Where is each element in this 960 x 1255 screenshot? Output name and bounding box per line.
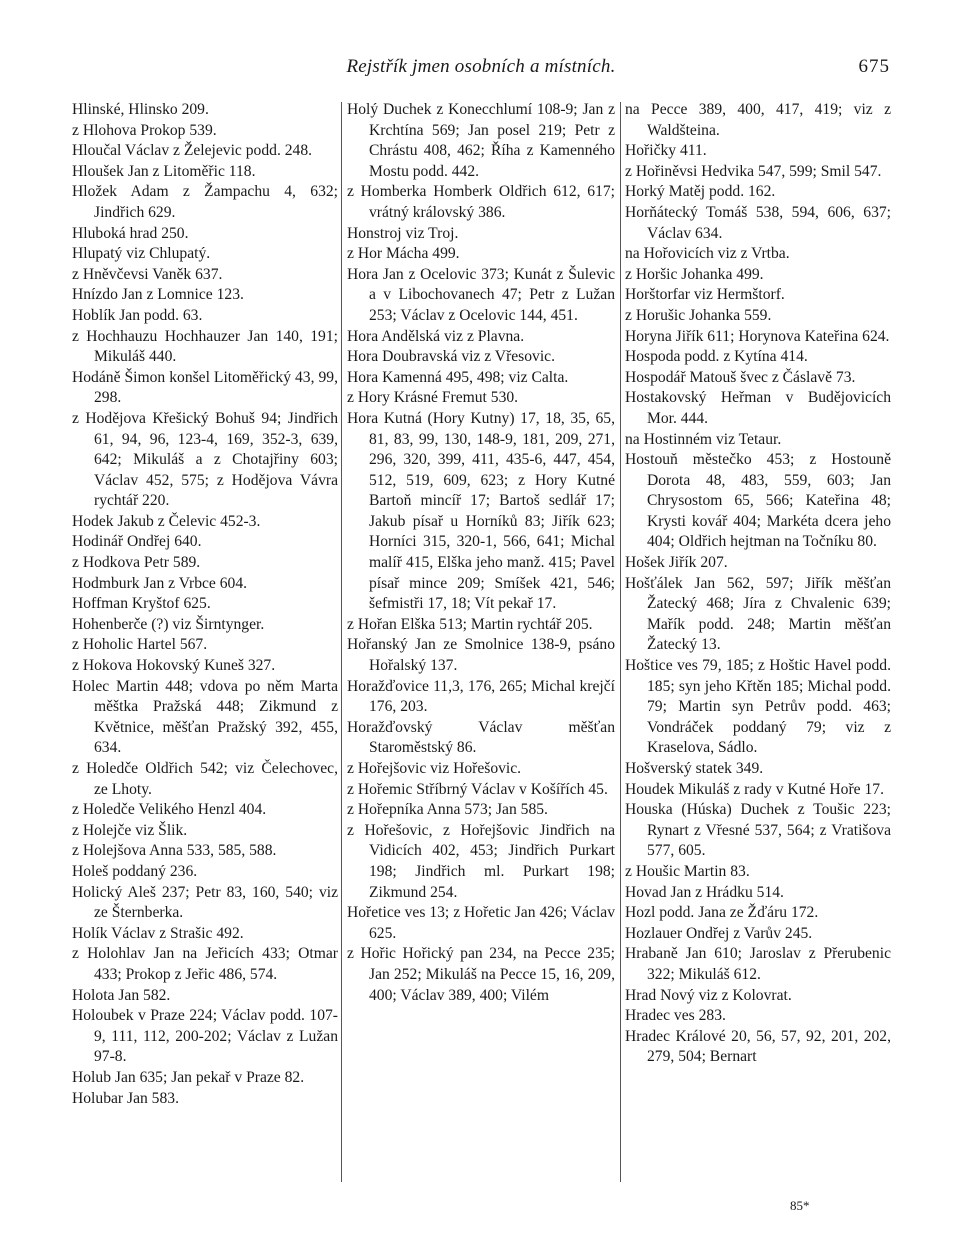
index-column-2 <box>347 100 615 1006</box>
index-entry: Hrabaně Jan 610; Jaroslav z Přerubenic 322; Mikuláš 612. <box>625 945 891 983</box>
page-header <box>72 56 890 86</box>
index-entry: z Hodějova Křešický Bohuš 94; Jindřich 61, 94, 96, 123-4, 169, 352-3, 639, 642; Mikuláš a z Chotajřiny 603; Václav 452, 575; z Hodějova Vávra rychtář 220. <box>72 409 338 510</box>
index-column-1 <box>72 100 338 1109</box>
index-entry: Hradec Králové 20, 56, 57, 92, 201, 202, 279, 504; Bernart <box>625 1027 891 1066</box>
index-entry: Holubar Jan 583. <box>72 1089 179 1107</box>
index-entry: Hostouň městečko 453; z Hostouně Dorota 48, 483, 559, 603; Jan Chrysostom 65, 566; Kateřina 48; Krysti kovář 404; Markéta dcera jeho 404; Oldřich hejtman na Točníku 80. <box>625 451 891 551</box>
index-entry: z Holejšova Anna 533, 585, 588. <box>72 842 277 860</box>
index-entry: Hošek Jiřík 207. <box>625 554 728 572</box>
index-entry: z Hořejšovic viz Hořešovic. <box>347 760 522 777</box>
index-entry: Hloušek Jan z Litoměřic 118. <box>72 162 256 180</box>
index-entry: Hora Kamenná 495, 498; viz Calta. <box>347 368 569 386</box>
index-entry: Horažďovský Václav měšťan Staroměstský 86. <box>347 718 615 757</box>
index-entry: z Hory Krásné Fremut 530. <box>347 389 519 407</box>
index-entry: Holeš poddaný 236. <box>72 862 198 880</box>
index-entry: Hořičky 411. <box>625 142 707 160</box>
index-entry: Holý Duchek z Konecchlumí 108-9; Jan z Krchtína 569; Jan posel 219; Petr z Chrástu 408, 462; Říha z Kamenného Mostu podd. 442. <box>347 101 615 180</box>
index-entry: Honstroj viz Troj. <box>347 224 459 242</box>
index-entry: z Horušic Johanka 559. <box>625 306 772 324</box>
index-entry: Hořetice ves 13; z Hořetic Jan 426; Václav 625. <box>347 904 615 942</box>
index-entry: z Hoholic Hartel 567. <box>72 636 208 654</box>
column-divider <box>620 102 621 1182</box>
index-entry: z Holedče Oldřich 542; viz Čelechovec, ze Lhoty. <box>72 760 338 798</box>
index-entry: z Horšic Johanka 499. <box>625 265 764 283</box>
index-entry: z Holedče Velikého Henzl 404. <box>72 801 267 819</box>
index-entry: Horňátecký Tomáš 538, 594, 606, 637; Václav 634. <box>625 203 891 242</box>
index-entry: Holota Jan 582. <box>72 986 171 1004</box>
index-entry: z Holohlav Jan na Jeřicích 433; Otmar 433; Prokop z Jeřic 486, 574. <box>72 945 338 983</box>
index-entry: z Hokova Hokovský Kuneš 327. <box>72 657 276 675</box>
index-entry: Hora Kutná (Hory Kutny) 17, 18, 35, 65, 81, 83, 99, 130, 148-9, 181, 209, 271, 296, 320, 399, 411, 435-6, 447, 454, 512, 519, 609, 623; z Hory Kutné Bartoň mincíř 17; Bartoš sedlář 17; Jakub písař u Horníků 83; Jiřík 623; Horníci 315, 320-1, 566, 641; Michal malíř 415, Elška jeho manž. 415; Pavel písař mince 209; Smíšek 421, 546; šefmistři 17, 18; Vít pekař 17. <box>347 409 615 613</box>
index-entry: Hozl podd. Jana ze Žďáru 172. <box>625 904 819 922</box>
page-number: 675 <box>858 56 890 77</box>
index-entry: Holub Jan 635; Jan pekař v Praze 82. <box>72 1068 305 1086</box>
index-entry: Hoffman Kryštof 625. <box>72 595 211 613</box>
index-entry: z Hořic Hořický pan 234, na Pecce 235; Jan 252; Mikuláš na Pecce 15, 16, 209, 400; Václav 389, 400; Vilém <box>347 945 615 1004</box>
index-entry: Hodinář Ondřej 640. <box>72 533 202 551</box>
index-entry: Hošťálek Jan 562, 597; Jiřík měšťan Žatecký 468; Jíra z Chvalenic 639; Mařík podd. 248; Martin měšťan Žatecký 13. <box>625 574 891 654</box>
index-entry: Houdek Mikuláš z rady v Kutné Hoře 17. <box>625 780 884 798</box>
index-column-3 <box>625 100 891 1068</box>
index-entry: Hoštice ves 79, 185; z Hoštic Havel podd. 185; syn jeho Křtěn 185; Michal podd. 79; Martin syn Petrův podd. 463; Vondráček poddaný 79; viz z Kraselova, Sádlo. <box>625 657 891 757</box>
index-entry: z Houšic Martin 83. <box>625 862 750 880</box>
index-entry: z Holejče viz Šlik. <box>72 821 188 839</box>
index-entry: Hloučal Václav z Želejevic podd. 248. <box>72 142 313 160</box>
index-entry: Hovad Jan z Hrádku 514. <box>625 883 784 901</box>
index-entry: z Hořepníka Anna 573; Jan 585. <box>347 801 548 819</box>
index-entry: Hlupatý viz Chlupatý. <box>72 245 211 263</box>
column-divider <box>341 102 342 1182</box>
index-entry: Holický Aleš 237; Petr 83, 160, 540; viz ze Šternberka. <box>72 883 338 922</box>
index-entry: z Hořan Elška 513; Martin rychtář 205. <box>347 615 593 633</box>
index-entry: Horyna Jiřík 611; Horynova Kateřina 624. <box>625 327 890 345</box>
index-entry: z Hořešovic, z Hořejšovic Jindřich na Vidicích 402, 453; Jindřich Purkart 198; Jindřich ml. Purkart 198; Zikmund 254. <box>347 821 615 901</box>
index-entry: Hnízdo Jan z Lomnice 123. <box>72 286 244 304</box>
index-entry: Hrad Nový viz z Kolovrat. <box>625 986 792 1004</box>
index-entry: Hoblík Jan podd. 63. <box>72 306 203 324</box>
index-entry: z Hněvčevsi Vaněk 637. <box>72 265 223 283</box>
index-entry: Hospoda podd. z Kytína 414. <box>625 348 808 366</box>
index-entry: na Hořovicích viz z Vrtba. <box>625 245 790 263</box>
running-title: Rejstřík jmen osobních a místních. <box>346 56 616 77</box>
index-entry: Hospodář Matouš švec z Čáslavě 73. <box>625 368 856 386</box>
index-entry: Hozlauer Ondřej z Varův 245. <box>625 924 813 942</box>
index-entry: Horštorfar viz Hermštorf. <box>625 286 785 304</box>
index-entry: z Hochhauzu Hochhauzer Jan 140, 191; Mikuláš 440. <box>72 327 338 366</box>
index-entry: Hostakovský Heřman v Budějovicích Mor. 444. <box>625 389 891 427</box>
index-entry: Hodek Jakub z Čelevic 452-3. <box>72 512 261 530</box>
index-entry: Holec Martin 448; vdova po něm Marta měštka Pražská 448; Zikmund z Květnice, měšťan Pražský 392, 455, 634. <box>72 677 338 757</box>
index-entry: Hora Andělská viz z Plavna. <box>347 327 525 345</box>
index-entry: Hlinské, Hlinsko 209. <box>72 101 209 118</box>
index-entry: Hložek Adam z Žampachu 4, 632; Jindřich 629. <box>72 183 338 221</box>
index-entry: z Homberka Homberk Oldřich 612, 617; vrátný královský 386. <box>347 183 615 221</box>
index-entry: Holík Václav z Strašic 492. <box>72 924 244 942</box>
index-entry: z Hořiněvsi Hedvika 547, 599; Smil 547. <box>625 162 882 180</box>
index-entry: Hora Doubravská viz z Vřesovic. <box>347 348 555 366</box>
index-entry: z Hodkova Petr 589. <box>72 554 201 572</box>
signature-mark: 85* <box>790 1198 810 1213</box>
index-entry: Hodmburk Jan z Vrbce 604. <box>72 574 248 592</box>
index-entry: na Hostinném viz Tetaur. <box>625 430 782 448</box>
index-entry: Hodáně Šimon konšel Litoměřický 43, 99, 298. <box>72 368 338 407</box>
index-entry: Hořanský Jan ze Smolnice 138-9, psáno Hořalský 137. <box>347 636 615 675</box>
index-entry: z Hor Mácha 499. <box>347 245 460 263</box>
index-entry: Horký Matěj podd. 162. <box>625 183 776 201</box>
index-entry: Hošverský statek 349. <box>625 760 764 777</box>
index-entry: Hradec ves 283. <box>625 1007 726 1025</box>
index-entry: Horažďovice 11,3, 176, 265; Michal krejčí 176, 203. <box>347 677 615 716</box>
index-entry: Holoubek v Praze 224; Václav podd. 107-9, 111, 112, 200-202; Václav z Lužan 97-8. <box>72 1007 338 1066</box>
index-entry: Hluboká hrad 250. <box>72 224 189 242</box>
index-entry: z Hořemic Stříbrný Václav v Košířích 45. <box>347 780 608 798</box>
index-entry: Hohenberče (?) viz Širntynger. <box>72 615 265 633</box>
index-entry: Hora Jan z Ocelovic 373; Kunát z Šulevic a v Libochovanech 47; Petr z Lužan 253; Václav z Ocelovic 144, 451. <box>347 265 615 324</box>
index-entry: Houska (Húska) Duchek z Toušic 223; Rynart z Vřesné 537, 564; z Vratišova 577, 605. <box>625 801 891 860</box>
index-entry: z Hlohova Prokop 539. <box>72 121 217 139</box>
index-entry: na Pecce 389, 400, 417, 419; viz z Waldšteina. <box>625 101 891 139</box>
